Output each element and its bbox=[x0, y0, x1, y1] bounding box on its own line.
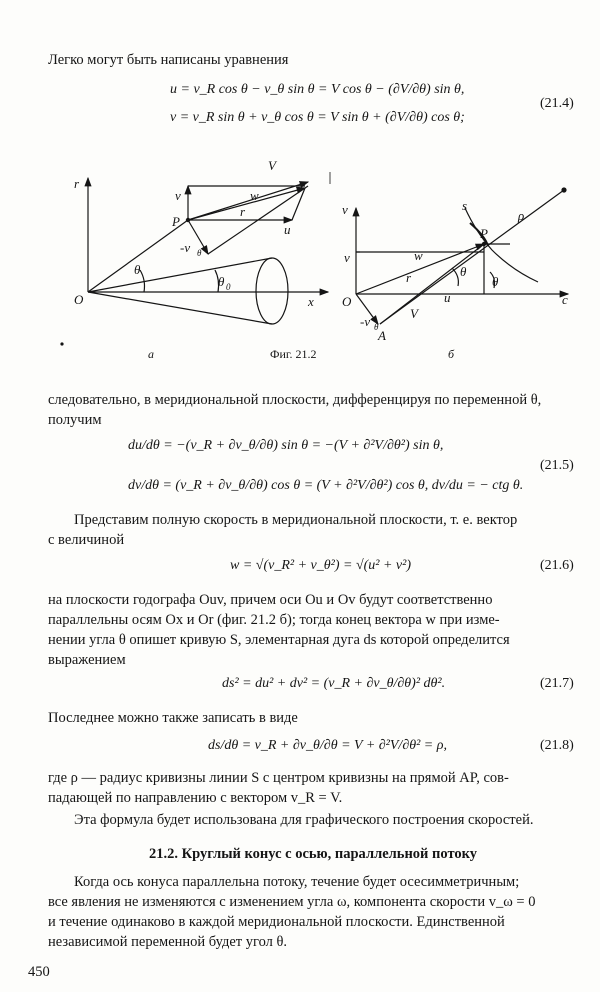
paragraph-4-line-1: Последнее можно также записать в виде bbox=[48, 710, 298, 726]
equation-21-5-line1: du/dθ = −(v_R + ∂v_θ/∂θ) sin θ = −(V + ∂²V/∂θ²) sin θ, bbox=[128, 438, 444, 453]
label-c: c bbox=[562, 292, 568, 307]
right-rho-line bbox=[380, 190, 564, 324]
cone-bottom-edge bbox=[88, 292, 272, 324]
label-w-right: w bbox=[414, 248, 423, 263]
paragraph-5-line-1: где ρ — радиус кривизны линии S с центром кривизны на прямой AP, сов- bbox=[48, 770, 509, 786]
paragraph-3-line-3: нении угла θ опишет кривую S, элементарная дуга ds которой определится bbox=[48, 632, 510, 648]
figure-label-a: а bbox=[148, 347, 154, 361]
paragraph-1-line-2: получим bbox=[48, 412, 102, 428]
section-line-1: Когда ось конуса параллельна потоку, течение будет осесимметричным; bbox=[74, 874, 520, 890]
label-r-right: r bbox=[406, 270, 412, 285]
label-s: s bbox=[462, 198, 468, 213]
section-heading: 21.2. Круглый конус с осью, параллельной потоку bbox=[148, 846, 478, 862]
label-minus-v-theta-right: -v bbox=[360, 314, 371, 329]
label-P: P bbox=[172, 214, 180, 229]
label-V: V bbox=[268, 158, 276, 173]
left-vector-V bbox=[188, 182, 308, 220]
label-v: v bbox=[175, 188, 181, 203]
label-V-right: V bbox=[410, 306, 418, 321]
label-r-small: r bbox=[240, 204, 246, 219]
label-w: w bbox=[250, 188, 259, 203]
equation-21-6-number: (21.6) bbox=[540, 558, 574, 573]
equation-21-8: ds/dθ = v_R + ∂v_θ/∂θ = V + ∂²V/∂θ² = ρ, bbox=[208, 738, 447, 753]
figure-caption: Фиг. 21.2 bbox=[270, 347, 317, 361]
paragraph-3-line-2: параллельны осям Ox и Or (фиг. 21.2 б); тогда конец вектора w при изме- bbox=[48, 612, 500, 628]
label-O: O bbox=[74, 292, 84, 307]
page-number: 450 bbox=[28, 964, 50, 980]
equation-21-7-number: (21.7) bbox=[540, 676, 574, 691]
label-O-right: O bbox=[342, 294, 352, 309]
equation-21-5-line2: dv/dθ = (v_R + ∂v_θ/∂θ) cos θ = (V + ∂²V/∂θ²) cos θ, dv/du = − ctg θ. bbox=[128, 478, 524, 493]
label-v-right: v bbox=[344, 250, 350, 265]
equation-21-4-line2: v = v_R sin θ + v_θ cos θ = V sin θ + (∂V/∂θ) cos θ; bbox=[170, 110, 465, 125]
equation-21-4-line1: u = v_R cos θ − v_θ sin θ = V cos θ − (∂V/∂θ) sin θ, bbox=[170, 82, 465, 97]
paragraph-2-line-2: с величиной bbox=[48, 532, 125, 548]
section-line-3: и течение одинаково в каждой меридиональной плоскости. Единственной bbox=[48, 914, 505, 930]
figure-21-2 bbox=[40, 148, 580, 370]
paragraph-6-line-1: Эта формула будет использована для графического построения скоростей. bbox=[74, 812, 534, 828]
equation-21-7: ds² = du² + dv² = (v_R + ∂v_θ/∂θ)² dθ². bbox=[222, 676, 446, 691]
section-line-4: независимой переменной будет угол θ. bbox=[48, 934, 288, 950]
equation-21-8-number: (21.8) bbox=[540, 738, 574, 753]
left-vector-w bbox=[188, 188, 305, 220]
intro-text: Легко могут быть написаны уравнения bbox=[48, 52, 289, 68]
left-theta-arc bbox=[140, 270, 145, 292]
label-x: x bbox=[308, 294, 314, 309]
label-u-right: u bbox=[444, 290, 451, 305]
label-theta-right-2: θ bbox=[492, 274, 499, 289]
equation-21-6: w = √(v_R² + v_θ²) = √(u² + v²) bbox=[230, 558, 412, 573]
label-A: A bbox=[378, 328, 386, 343]
label-theta: θ bbox=[134, 262, 141, 277]
rho-end-dot bbox=[562, 188, 566, 192]
label-v-theta-sub-right: θ bbox=[374, 322, 379, 332]
label-rho: ρ bbox=[518, 208, 525, 223]
label-theta0: θ bbox=[218, 274, 225, 289]
left-radius-line bbox=[88, 220, 191, 292]
section-line-2: все явления не изменяются с изменением угла ω, компонента скорости v_ω = 0 bbox=[48, 894, 536, 910]
equation-21-5-number: (21.5) bbox=[540, 458, 574, 473]
paragraph-3-line-4: выражением bbox=[48, 652, 126, 668]
cone-top-edge bbox=[88, 258, 272, 292]
paragraph-5-line-2: падающей по направлению с вектором v_R = V. bbox=[48, 790, 343, 806]
curve-S bbox=[465, 208, 538, 282]
label-r: r bbox=[74, 176, 80, 191]
paragraph-1-line-1: следовательно, в меридиональной плоскости, дифференцируя по переменной θ, bbox=[48, 392, 542, 408]
paragraph-2-line-1: Представим полную скорость в меридиональной плоскости, т. е. вектор bbox=[74, 512, 518, 528]
figure-label-b: б bbox=[448, 347, 455, 361]
cone-base bbox=[256, 258, 288, 324]
label-P-right: P bbox=[480, 226, 488, 241]
equation-21-4-number: (21.4) bbox=[540, 96, 574, 111]
paragraph-3-line-1: на плоскости годографа Ouv, причем оси Ou и Ov будут соответственно bbox=[48, 592, 493, 608]
label-u: u bbox=[284, 222, 291, 237]
label-v-theta-sub: θ bbox=[197, 248, 202, 258]
label-minus-v-theta: -v bbox=[180, 240, 191, 255]
label-theta0-sub: 0 bbox=[226, 282, 231, 292]
label-v-axis: v bbox=[342, 202, 348, 217]
label-theta-right-1: θ bbox=[460, 264, 467, 279]
